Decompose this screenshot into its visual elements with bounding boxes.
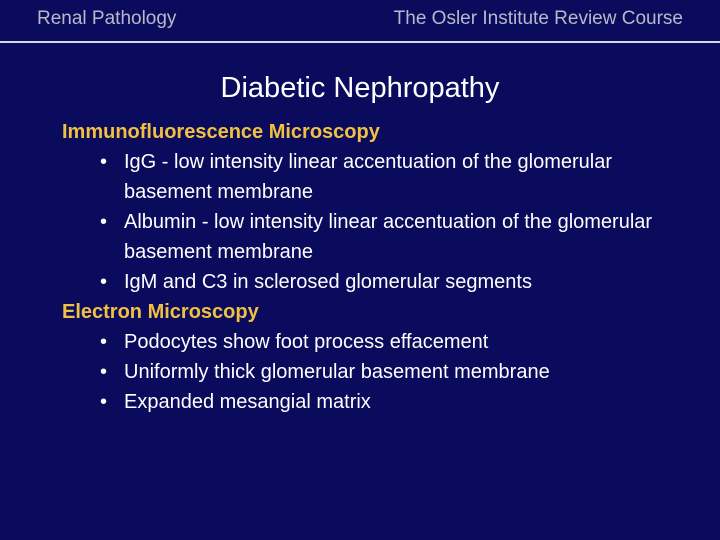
section-electron-microscopy (62, 297, 702, 417)
bullet-text: Uniformly thick glomerular basement membrane (124, 361, 550, 383)
bullet-icon: • (100, 331, 108, 353)
slide-title: Diabetic Nephropathy (220, 72, 500, 104)
bullet-item (62, 357, 702, 387)
section-heading: Electron Microscopy (62, 301, 259, 323)
bullet-item (62, 327, 702, 357)
bullet-text: Podocytes show foot process effacement (124, 331, 489, 353)
bullet-item (62, 207, 702, 267)
bullet-item (62, 387, 702, 417)
bullet-icon: • (100, 211, 108, 233)
bullet-item (62, 267, 702, 297)
slide-content (62, 117, 702, 417)
section-heading: Immunofluorescence Microscopy (62, 121, 380, 143)
bullet-icon: • (100, 151, 108, 173)
section-immunofluorescence (62, 117, 702, 297)
bullet-icon: • (100, 361, 108, 383)
bullet-text: IgM and C3 in sclerosed glomerular segments (124, 271, 532, 293)
header-divider (0, 41, 720, 43)
bullet-text: IgG - low intensity linear accentuation of the glomerular basement membrane (124, 151, 613, 203)
header-institute-name: The Osler Institute Review Course (393, 8, 683, 29)
bullet-item (62, 147, 702, 207)
bullet-text: Expanded mesangial matrix (124, 391, 371, 413)
header-course-topic: Renal Pathology (37, 8, 177, 29)
bullet-icon: • (100, 391, 108, 413)
bullet-text: Albumin - low intensity linear accentuation of the glomerular basement membrane (124, 211, 653, 263)
bullet-icon: • (100, 271, 108, 293)
